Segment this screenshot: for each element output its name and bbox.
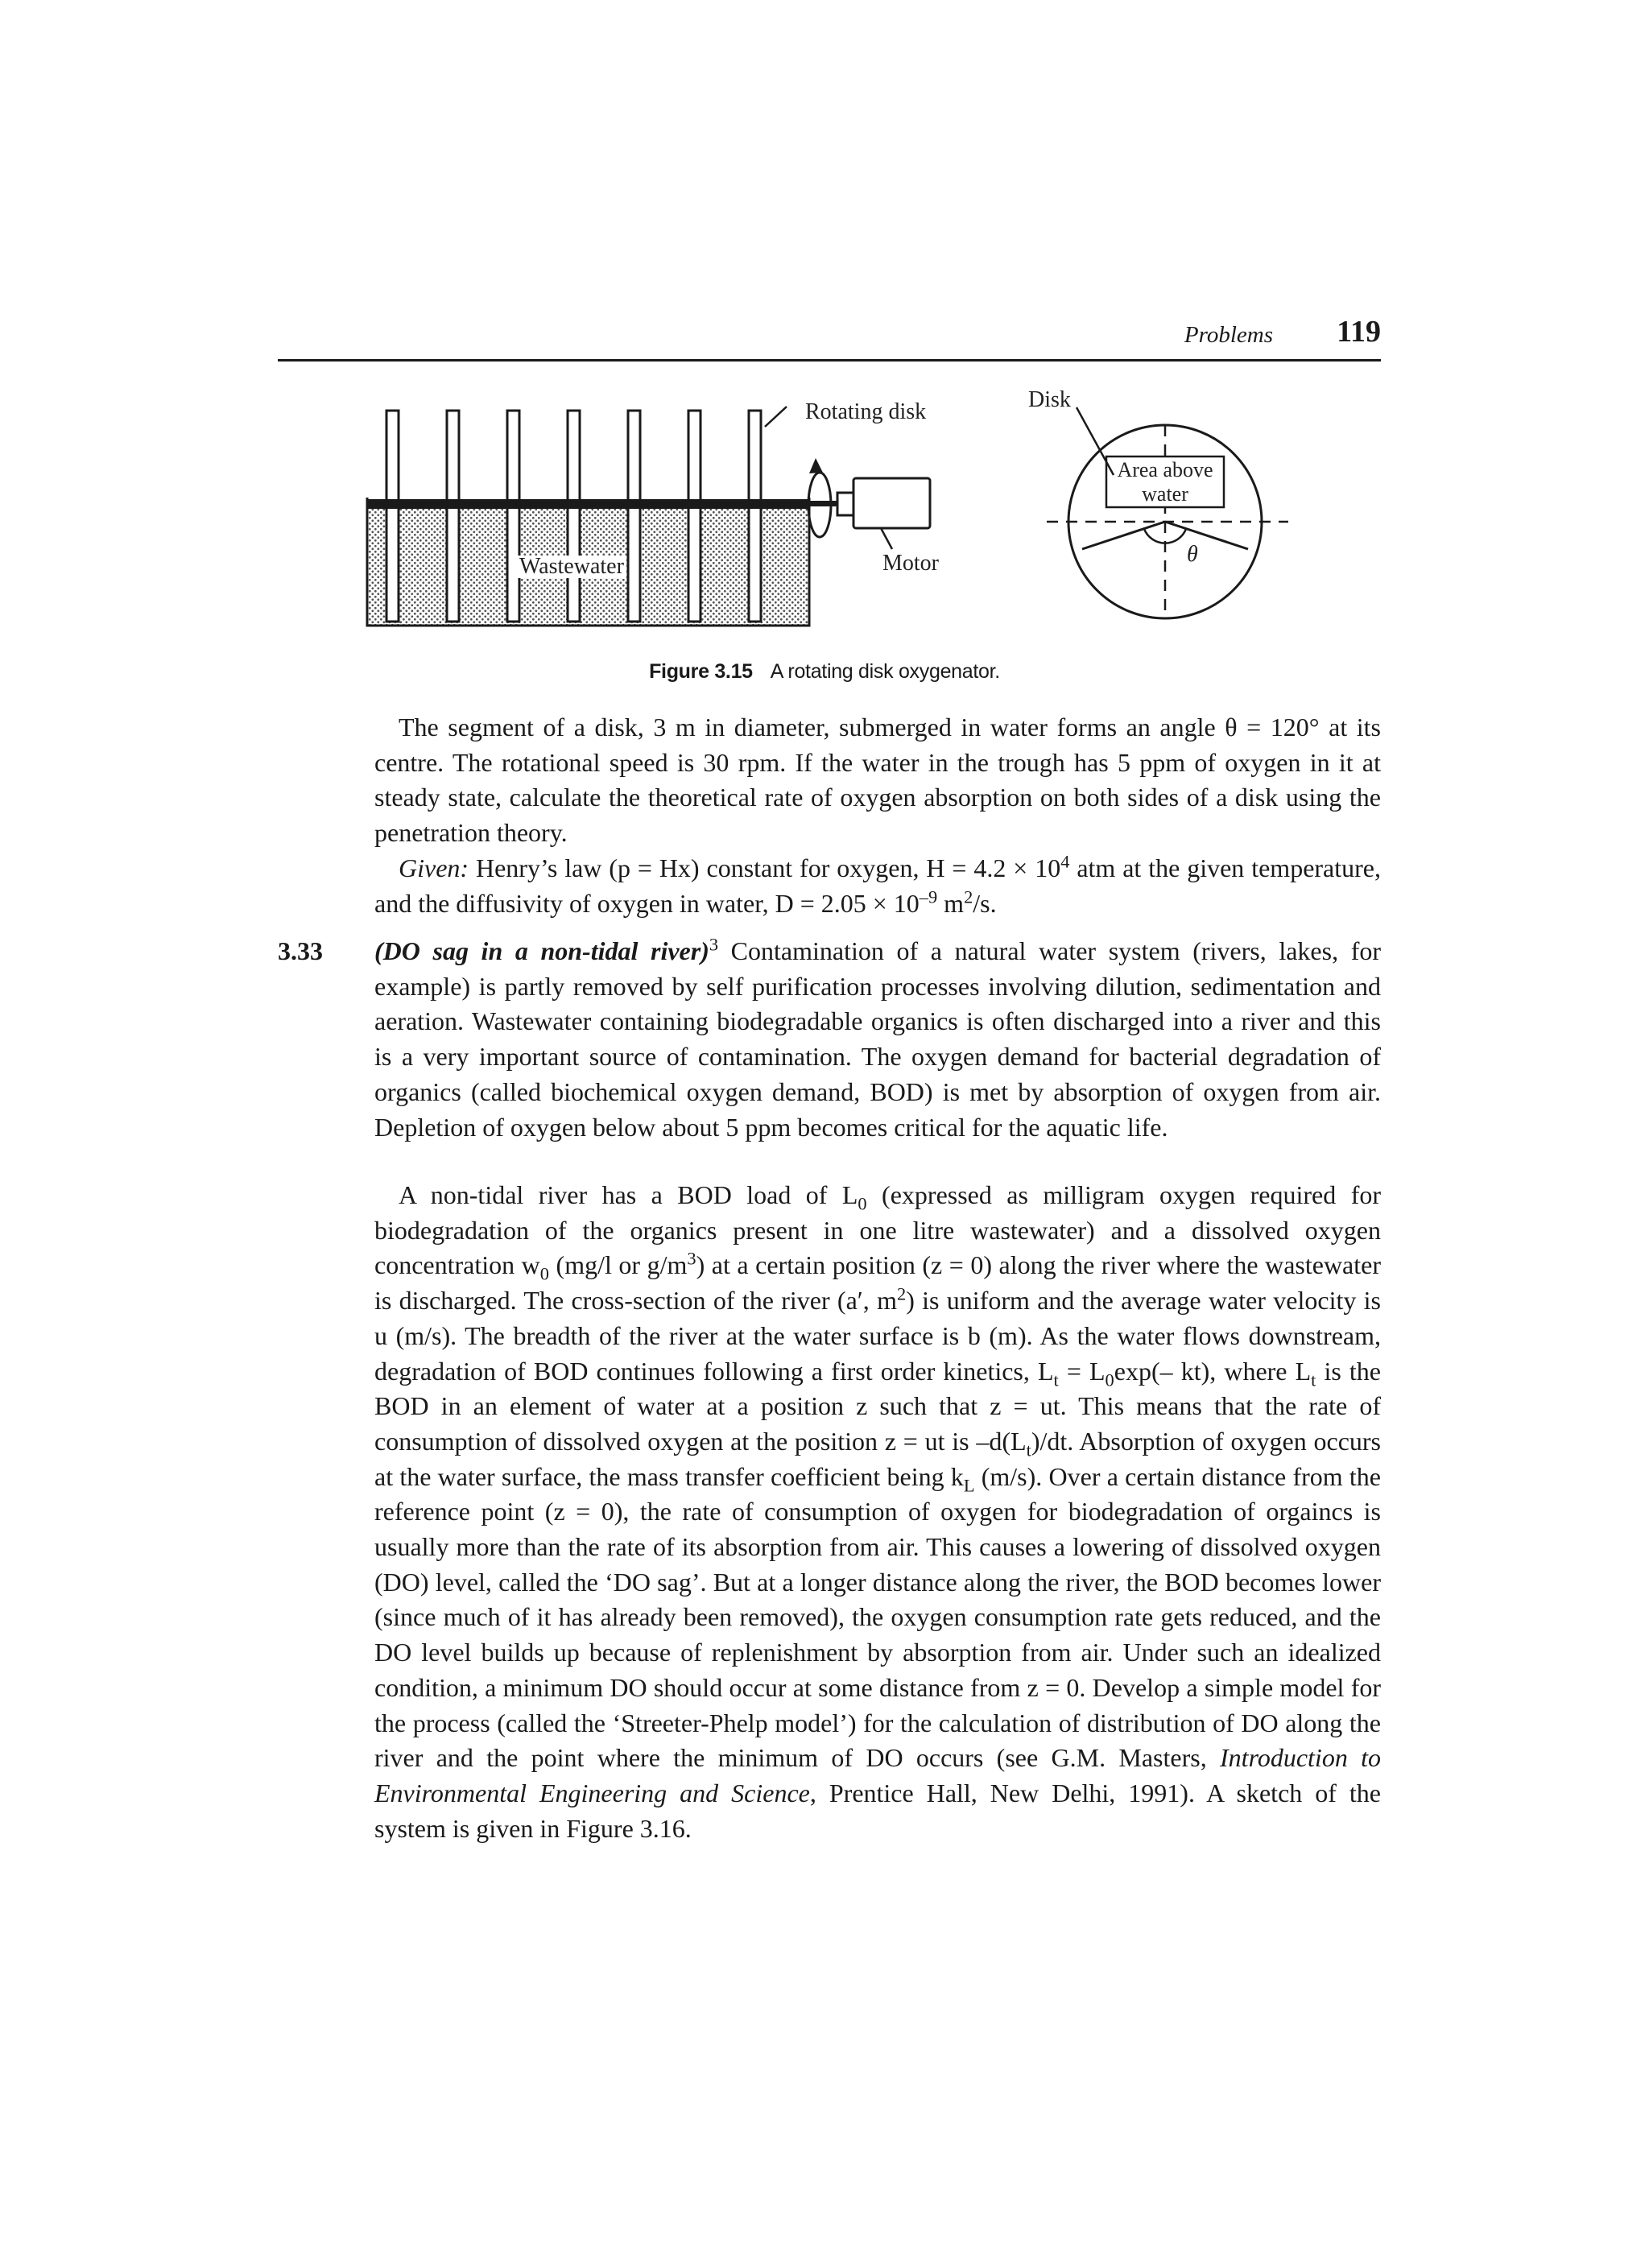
given-label: Given:: [399, 853, 469, 882]
problem-number: 3.33: [278, 936, 323, 965]
disk-label: Disk: [1028, 387, 1071, 412]
wastewater-label: Wastewater: [517, 556, 626, 578]
problem-3-33-paragraph-2: A non-tidal river has a BOD load of $L_0$ (expressed as milligram oxygen required for biodegradation of the organics present in one litre wastewater) and a dissolved oxygen concentration $w_0$ (mg/l or $g/m^3$) at a certain position (z = 0) along the river where the wastewater is discharged. The cross-section of the river (a′, $m^2$) is uniform and the average water velocity is u (m/s). The breadth of the river at the water surface is b (m). As the water flows downstream, degradation of BOD continues following a first order kinetics, $L_t = L_0\exp(-$ kt), where $L_t$ is the BOD in an element of water at a position z such that z = ut. This means that the rate of consumption of dissolved oxygen at the position z = ut is $-d(L_t)/dt$. Absorption of oxygen occurs at the water surface, the mass transfer coefficient being $k_L$ (m/s). Over a certain distance from the reference point (z = 0), the rate of consumption of oxygen for biodegradation of orgaincs is usually more than the rate of its absorption from air. This causes a lowering of dissolved oxygen (DO) level, called the ‘DO sag’. But at a longer distance along the river, the BOD becomes lower (since much of it has already been removed), the oxygen consumption rate gets reduced, and the DO level builds up because of replenishment by absorption from air. Under such an idealized condition, a minimum DO should occur at some distance from z = 0. Develop a simple model for the process (called the ‘Streeter-Phelp model’) for the calculation of distribution of DO along the river and the point where the minimum of DO occurs (see G.M. Masters, Introduction to Environmental Engineering and Science, Prentice Hall, New Delhi, 1991). A sketch of the system is given in Figure 3.16.: [374, 1180, 1382, 1843]
disk-3: [507, 411, 519, 622]
book-title: Introduction to Environmental Engineering and Science: [374, 1743, 1382, 1807]
disk-2: [447, 411, 459, 622]
area-above-water-label-line1: Area above: [1117, 458, 1213, 481]
given-paragraph: Given: Henry’s law (p = Hx) constant for oxygen, $H = 4.2 \times 10^4$ atm at the given temperature, and the diffusivity of oxygen in water, $D = 2.05 \times 10^{-9}$ $m^2/s$.: [374, 851, 1382, 918]
section-title: Problems: [1184, 322, 1273, 348]
disk-6: [688, 411, 701, 622]
theta-label: θ: [1187, 542, 1198, 567]
figure-3-15: [354, 378, 1304, 684]
problem-3-33-paragraph-1: (DO sag in a non-tidal river)$^3$ Contamination of a natural water system (rivers, lakes, for example) is partly removed by self purification processes involving dilution, sedimentation and aeration. Wastewater containing biodegradable organics is often discharged into a river and this is a very important source of contamination. The oxygen demand for bacterial degradation of organics (called biochemical oxygen demand, BOD) is met by absorption of oxygen from air. Depletion of oxygen below about 5 ppm becomes critical for the aquatic life.: [374, 934, 1382, 1142]
problem-title: (DO sag in a non-tidal river): [374, 936, 709, 965]
disk-7: [749, 411, 761, 622]
header-rule: [278, 359, 1381, 361]
rotating-disk-diagram: [354, 378, 1304, 684]
disk-5: [628, 411, 640, 622]
figure-caption: [0, 660, 1649, 684]
problem-3-32-continued: [374, 710, 1381, 921]
disk-4: [568, 411, 580, 622]
problem-3-33-intro: [374, 934, 1381, 1145]
rotation-arrow-icon: [808, 458, 831, 537]
disk-side-view: [1047, 407, 1288, 618]
shaft: [367, 499, 808, 509]
shaft-extension: [808, 501, 837, 506]
caption-text: A rotating disk oxygenator.: [770, 660, 1000, 683]
problem-statement-paragraph: The segment of a disk, 3 m in diameter, submerged in water forms an angle θ = 120° at its centre. The rotational speed is 30 rpm. If the water in the trough has 5 ppm of oxygen in it at steady state, calculate the theoretical rate of oxygen absorption on both sides of a disk using the penetration theory.: [374, 713, 1381, 848]
title-reference: 3: [709, 934, 719, 955]
rotating-disk-label: Rotating disk: [805, 399, 927, 424]
running-head: [278, 315, 1381, 359]
motor-leader: [881, 528, 892, 549]
problem-3-33-body: [374, 1178, 1381, 1846]
page-number: 119: [1337, 315, 1381, 349]
rotating-disk-leader: [765, 407, 787, 427]
caption-number: Figure 3.15: [649, 660, 753, 683]
motor-icon: [837, 478, 930, 528]
area-above-water-label-line2: water: [1142, 482, 1188, 506]
motor-label: Motor: [882, 551, 939, 576]
disk-1: [386, 411, 399, 622]
